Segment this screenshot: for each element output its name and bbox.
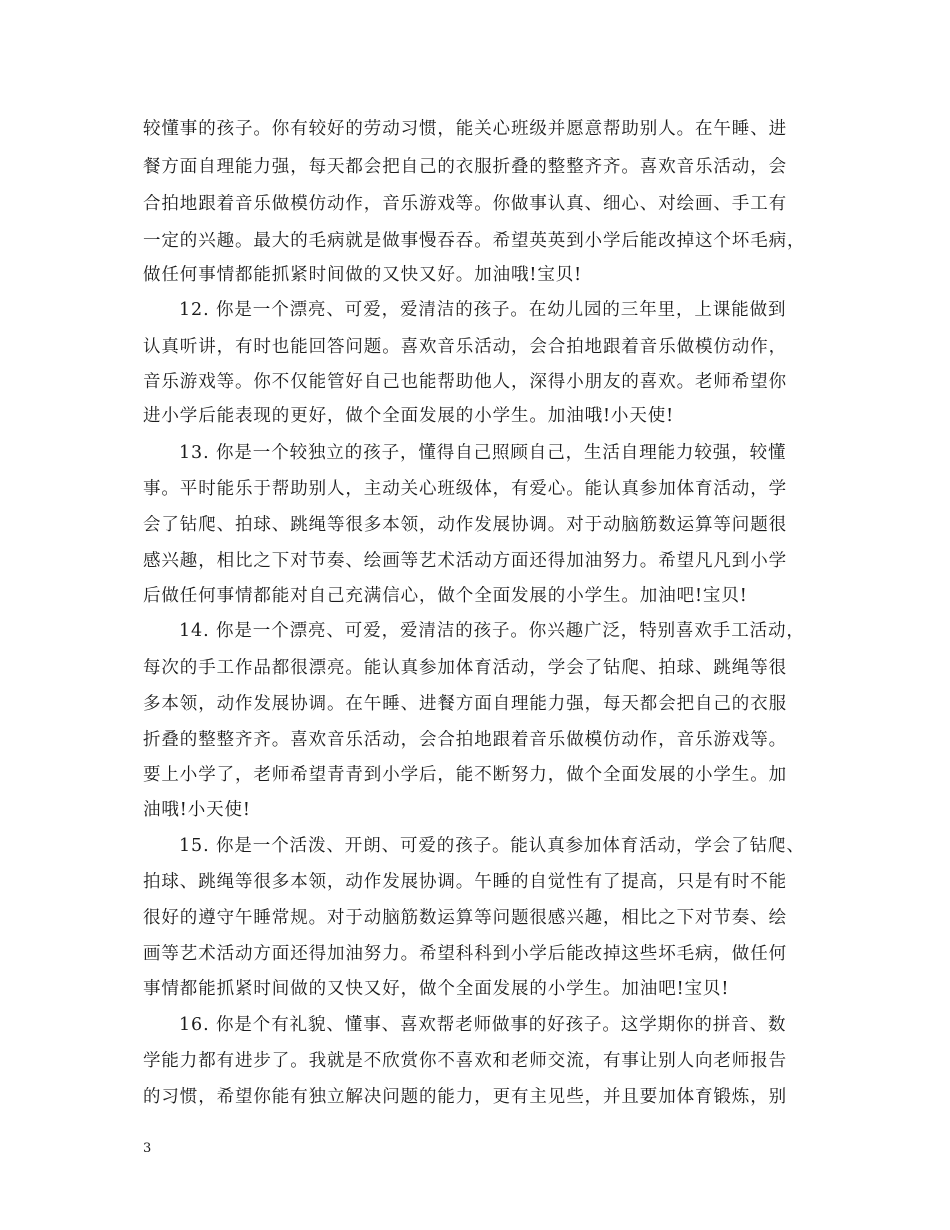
text-line: 折叠的整整齐齐。喜欢音乐活动，会合拍地跟着音乐做模仿动作，音乐游戏等。 bbox=[143, 730, 787, 750]
text-line: 做任何事情都能抓紧时间做的又快又好。加油哦!宝贝! bbox=[143, 265, 583, 285]
paragraph-12-start: 12. 你是一个漂亮、可爱，爱清洁的孩子。在幼儿园的三年里，上课能做到 bbox=[179, 300, 787, 320]
text-line: 要上小学了，老师希望青青到小学后，能不断努力，做个全面发展的小学生。加 bbox=[143, 765, 787, 785]
text-line: 的习惯，希望你能有独立解决问题的能力，更有主见些，并且要加体育锻炼，别 bbox=[143, 1087, 787, 1107]
text-line: 很好的遵守午睡常规。对于动脑筋数运算等问题很感兴趣，相比之下对节奏、绘 bbox=[143, 908, 787, 928]
text-line: 合拍地跟着音乐做模仿动作，音乐游戏等。你做事认真、细心、对绘画、手工有 bbox=[143, 194, 787, 214]
text-line: 餐方面自理能力强，每天都会把自己的衣服折叠的整整齐齐。喜欢音乐活动，会 bbox=[143, 157, 787, 177]
paragraph-15-start: 15. 你是一个活泼、开朗、可爱的孩子。能认真参加体育活动，学会了钻爬、 bbox=[179, 836, 805, 856]
text-line: 事。平时能乐于帮助别人，主动关心班级体，有爱心。能认真参加体育活动，学 bbox=[143, 479, 787, 499]
text-line: 后做任何事情都能对自己充满信心，做个全面发展的小学生。加油吧!宝贝! bbox=[143, 586, 748, 606]
paragraph-16-start: 16. 你是个有礼貌、懂事、喜欢帮老师做事的好孩子。这学期你的拼音、数 bbox=[179, 1015, 787, 1035]
text-line: 一定的兴趣。最大的毛病就是做事慢吞吞。希望英英到小学后能改掉这个坏毛病， bbox=[143, 231, 806, 251]
text-line: 油哦!小天使! bbox=[143, 800, 251, 820]
text-line: 较懂事的孩子。你有较好的劳动习惯，能关心班级并愿意帮助别人。在午睡、进 bbox=[143, 119, 787, 139]
text-line: 音乐游戏等。你不仅能管好自己也能帮助他人，深得小朋友的喜欢。老师希望你 bbox=[143, 372, 787, 392]
text-line: 认真听讲，有时也能回答问题。喜欢音乐活动，会合拍地跟着音乐做模仿动作， bbox=[143, 337, 787, 357]
paragraph-13-start: 13. 你是一个较独立的孩子，懂得自己照顾自己，生活自理能力较强，较懂 bbox=[179, 443, 787, 463]
text-line: 事情都能抓紧时间做的又快又好，做个全面发展的小学生。加油吧!宝贝! bbox=[143, 979, 730, 999]
text-line: 每次的手工作品都很漂亮。能认真参加体育活动，学会了钻爬、拍球、跳绳等很 bbox=[143, 658, 787, 678]
page-number: 3 bbox=[143, 1141, 152, 1156]
text-line: 进小学后能表现的更好，做个全面发展的小学生。加油哦!小天使! bbox=[143, 406, 675, 426]
text-line: 会了钻爬、拍球、跳绳等很多本领，动作发展协调。对于动脑筋数运算等问题很 bbox=[143, 515, 787, 535]
text-line: 学能力都有进步了。我就是不欣赏你不喜欢和老师交流，有事让别人向老师报告 bbox=[143, 1051, 787, 1071]
paragraph-14-start: 14. 你是一个漂亮、可爱，爱清洁的孩子。你兴趣广泛，特别喜欢手工活动， bbox=[179, 621, 805, 641]
text-line: 多本领，动作发展协调。在午睡、进餐方面自理能力强，每天都会把自己的衣服 bbox=[143, 694, 787, 714]
text-line: 拍球、跳绳等很多本领，动作发展协调。午睡的自觉性有了提高，只是有时不能 bbox=[143, 872, 787, 892]
text-line: 画等艺术活动方面还得加油努力。希望科科到小学后能改掉这些坏毛病，做任何 bbox=[143, 944, 787, 964]
text-line: 感兴趣，相比之下对节奏、绘画等艺术活动方面还得加油努力。希望凡凡到小学 bbox=[143, 551, 787, 571]
